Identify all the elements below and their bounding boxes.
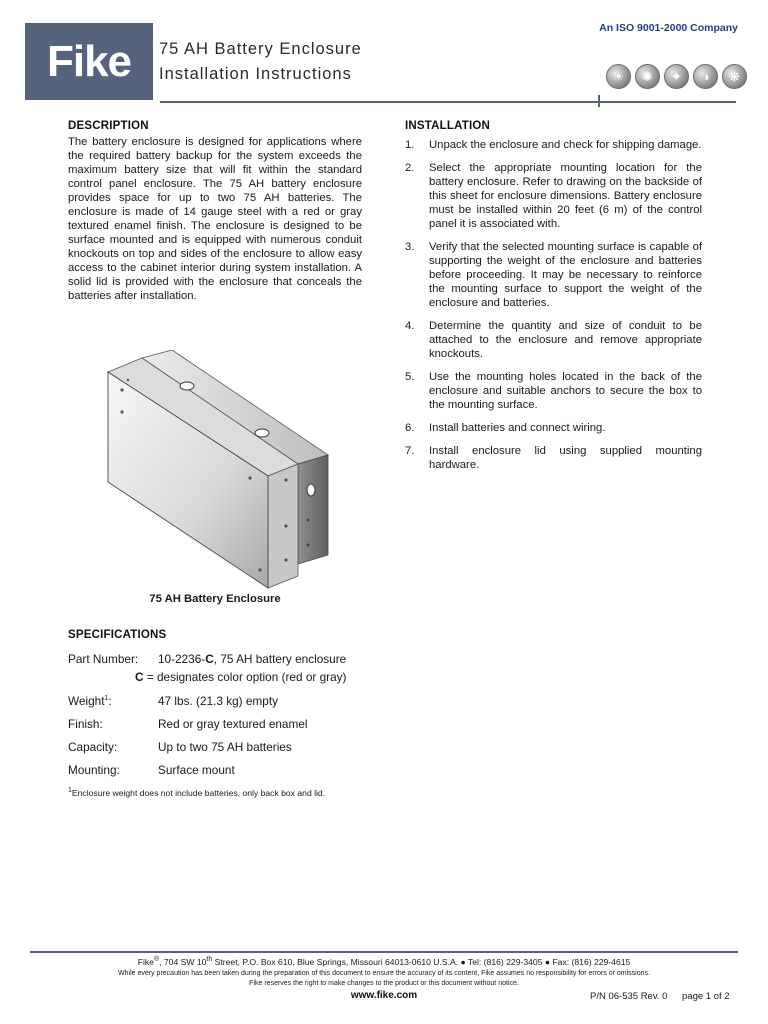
description-text: The battery enclosure is designed for applications where the required battery backup for the system exceeds the maximum battery size that will fit within the standard control panel enclosure. The 75 AH battery enclosure provides space for up to two 75 AH batteries. The enclosure is made of 14 gauge steel with a red or gray textured enamel finish. The enclosure is designed to be surface mounted and is equipped with numerous conduit knockouts on top and sides of the enclosure to allow easy access to the cabinet interior during system installation. A solid lid is provided with the enclosure that conceals the batteries after installation. <box>68 136 362 302</box>
description-heading: DESCRIPTION <box>68 120 149 132</box>
weight-footnote: $^1$Enclosure weight does not include batteries, only back box and lid. <box>68 787 326 798</box>
footer-rule <box>30 951 738 953</box>
spec-part-number: Part Number: 10-2236-C, 75 AH battery enclosure C = designates color option (red or gray) <box>68 652 347 684</box>
installation-step: 1. Unpack the enclosure and check for shipping damage. <box>405 139 702 151</box>
header-rule <box>160 101 736 103</box>
installation-step: 4. Determine the quantity and size of conduit to be attached to the enclosure and remove appropriate knockouts. <box>405 320 702 360</box>
website-link[interactable]: www.fike.com <box>350 990 418 1001</box>
suppression-icon: ✺ <box>635 64 660 89</box>
installation-step: 7. Install enclosure lid using supplied mounting hardware. <box>405 445 702 471</box>
installation-step: 3. Verify that the selected mounting surface is capable of supporting the weight of the enclosure and batteries before proceeding. It may be necessary to reinforce the mounting surface to support the weight of the enclosure and batteries. <box>405 241 702 309</box>
spec-mounting: Mounting: Surface mount <box>68 763 235 777</box>
detection-icon: ☀ <box>606 64 631 89</box>
spec-finish: Finish: Red or gray textured enamel <box>68 717 308 731</box>
installation-steps <box>405 138 702 472</box>
explosion-icon: ✦ <box>664 64 689 89</box>
page-number: page 1 of 2 <box>682 991 730 1002</box>
protection-icon: ◑ <box>693 64 718 89</box>
document-subtitle: Installation Instructions <box>159 65 352 83</box>
specifications-table <box>68 652 368 786</box>
installation-heading: INSTALLATION <box>405 120 491 132</box>
header-rule-tick <box>598 95 600 107</box>
description-section <box>68 120 362 303</box>
footer-disclaimer: While every precaution has been taken during the preparation of this document to ensure the accuracy of its content, Fike assumes no responsibility for errors or omissions. <box>118 970 650 977</box>
enclosure-illustration <box>100 350 340 590</box>
logo-text: Fike <box>46 36 132 86</box>
spec-weight: Weight$^1$: 47 lbs. (21.3 kg) empty <box>68 694 278 708</box>
iso-certification: An ISO 9001-2000 Company <box>599 22 738 34</box>
footer-address: Fike®, 704 SW 10th Street, P.O. Box 610, Blue Springs, Missouri 64013-0610 U.S.A. ● Tel: (816) 229-3405 ● Fax: (816) 229-4615 <box>137 956 631 967</box>
installation-step: 5. Use the mounting holes located in the back of the enclosure and suitable anchors to secure the box to the mounting surface. <box>405 371 702 411</box>
installation-section <box>405 120 702 481</box>
specifications-heading: SPECIFICATIONS <box>68 629 167 641</box>
product-icons <box>606 64 747 89</box>
enclosure-drawing <box>100 350 340 590</box>
spec-capacity: Capacity: Up to two 75 AH batteries <box>68 740 292 754</box>
fike-logo <box>25 23 153 100</box>
part-number: P/N 06-535 Rev. 0 <box>590 991 668 1002</box>
color-option-note: C = designates color option (red or gray) <box>135 670 347 684</box>
installation-step: 2. Select the appropriate mounting location for the battery enclosure. Refer to drawing on the backside of this sheet for enclosure dimensions. Battery enclosure must be installed within 20 feet (6 m) of the control panel it is associated with. <box>405 162 702 230</box>
document-title: 75 AH Battery Enclosure <box>159 40 362 58</box>
venting-icon: ❋ <box>722 64 747 89</box>
footer-disclaimer-2: Fike reserves the right to make changes to the product or this document without notice. <box>249 980 519 987</box>
installation-step: 6. Install batteries and connect wiring. <box>405 422 606 434</box>
figure-caption: 75 AH Battery Enclosure <box>149 593 281 605</box>
